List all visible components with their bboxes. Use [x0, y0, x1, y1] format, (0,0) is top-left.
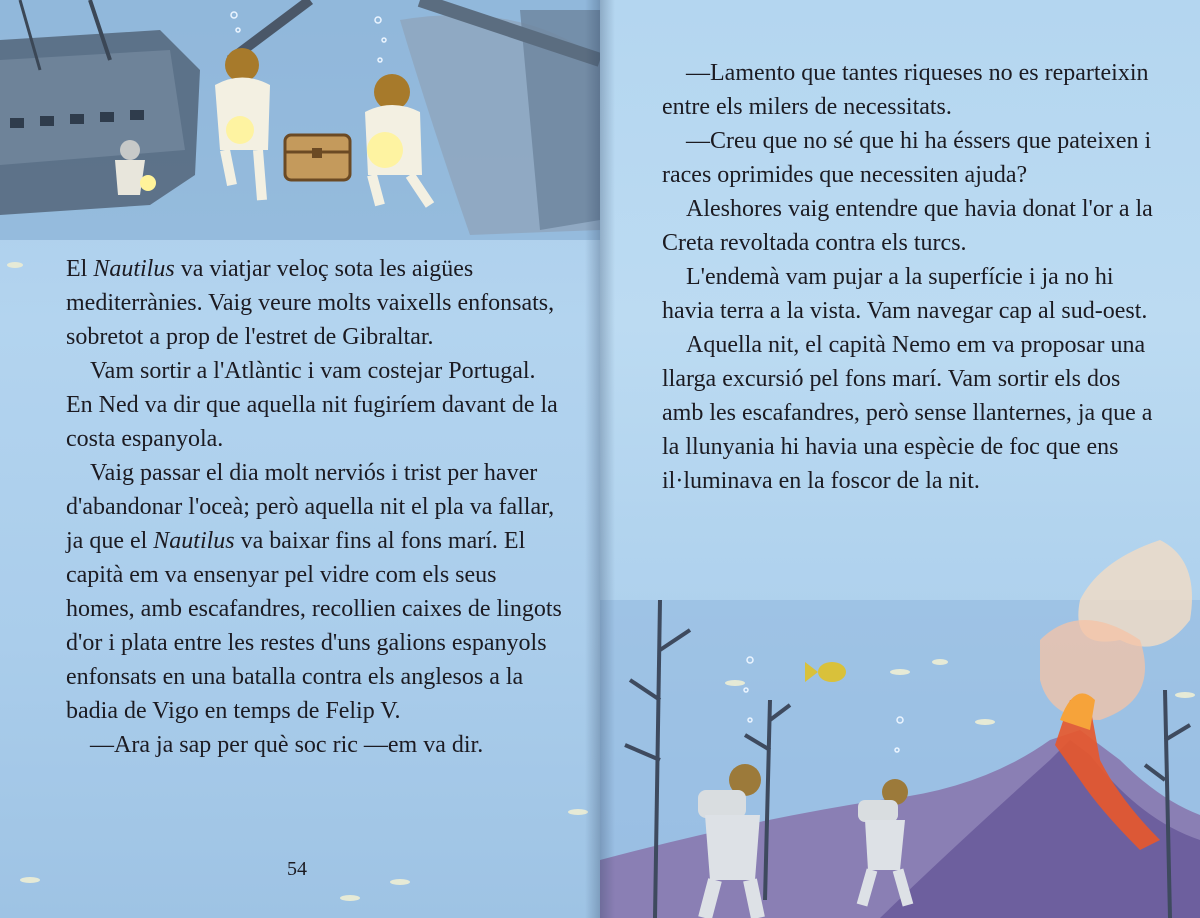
paragraph: —Lamento que tantes riqueses no es reparteixin entre els milers de necessitats. [662, 60, 1149, 120]
left-page-text [66, 252, 566, 762]
paragraph: Aquella nit, el capità Nemo em va proposar una llarga excursió pel fons marí. Vam sortir els dos amb les escafandres, però sense llanternes, ja que a la llunyania hi havia una espècie de foc que ens il·luminava en la foscor de la nit. [662, 332, 1153, 494]
paragraph: Aleshores vaig entendre que havia donat l'or a la Creta revoltada contra els turcs. [662, 196, 1153, 256]
paragraph: —Creu que no sé que hi ha éssers que pateixen i races oprimides que necessiten ajuda? [662, 128, 1152, 188]
paragraph: Vaig passar el dia molt nerviós i trist per haver d'abandonar l'oceà; però aquella nit el pla va fallar, ja que el Nautilus va baixar fins al fons marí. El capità em va ensenyar pel vidre com els seus homes, amb escafandres, recollien caixes de lingots d'or i plata entre les restes d'uns galions espanyols enfonsats en una batalla contra els anglesos a la badia de Vigo en temps de Felip V. [66, 460, 562, 724]
treasure-chest-icon [285, 135, 350, 180]
paragraph: Vam sortir a l'Atlàntic i vam costejar Portugal. En Ned va dir que aquella nit fugiríem davant de la costa espanyola. [66, 358, 558, 452]
italic-title: Nautilus [93, 256, 175, 282]
paragraph: —Ara ja sap per què soc ric —em va dir. [90, 732, 484, 758]
page-number: 54 [287, 858, 307, 880]
paragraph: L'endemà vam pujar a la superfície i ja no hi havia terra a la vista. Vam navegar cap al sud-oest. [662, 264, 1148, 324]
right-page [600, 0, 1200, 918]
book-gutter [585, 0, 615, 918]
italic-title: Nautilus [153, 528, 235, 554]
paragraph: El Nautilus va viatjar veloç sota les aigües mediterrànies. Vaig veure molts vaixells enfonsats, sobretot a prop de l'estret de Gibraltar. [66, 256, 555, 350]
right-page-text [662, 56, 1162, 498]
